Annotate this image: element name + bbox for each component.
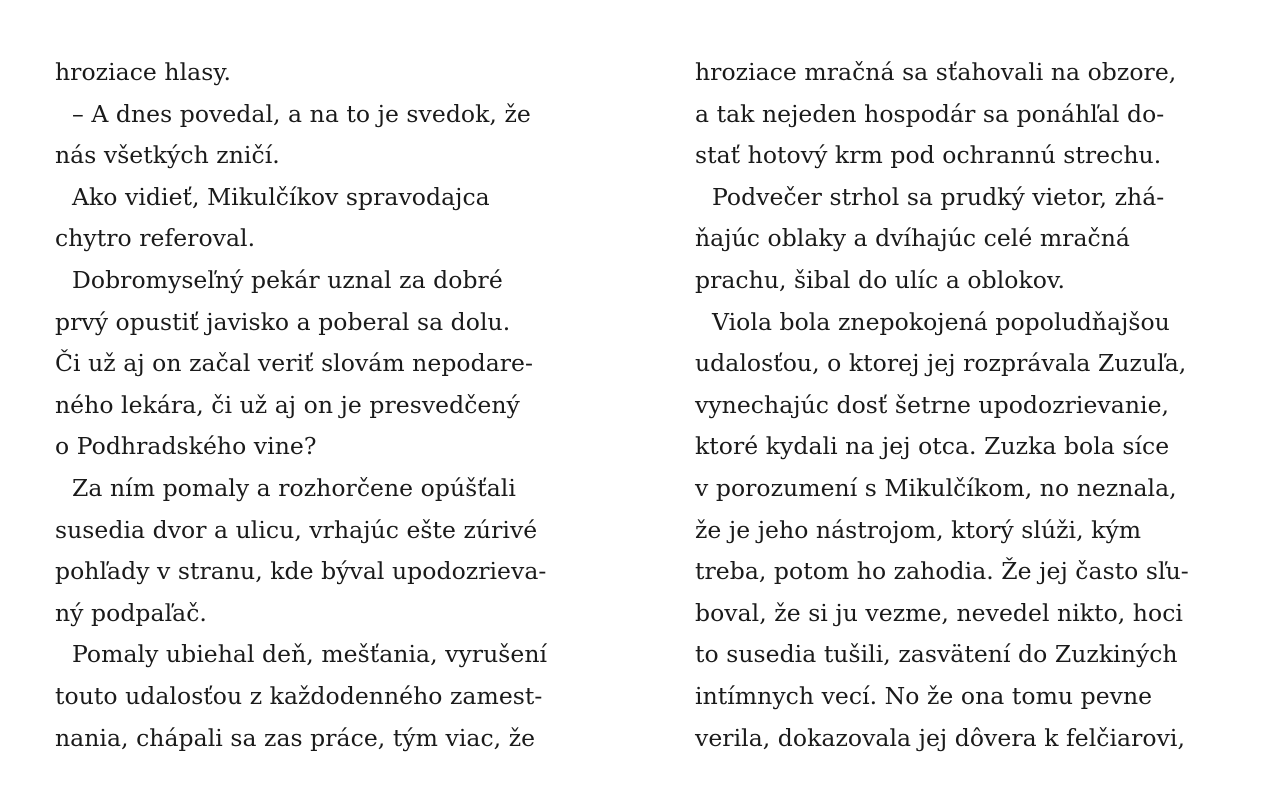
text-line: Dobromyseľný pekár uznal za dobré [72, 265, 503, 294]
text-line: nania, chápali sa zas práce, tým viac, že [55, 723, 536, 752]
text-line: ného lekára, či už aj on je presvedčený [55, 390, 520, 419]
text-line: chytro referoval. [55, 224, 256, 253]
text-line: že je jeho nástrojom, ktorý slúži, kým [695, 515, 1142, 544]
text-line: hroziace mračná sa sťahovali na obzore, [695, 58, 1177, 86]
text-line: vynechajúc dosť šetrne upodozrievanie, [695, 390, 1170, 419]
text-line: hroziace hlasy. [55, 58, 232, 86]
text-line: a tak nejeden hospodár sa ponáhľal do- [695, 99, 1165, 128]
text-line: Ako vidieť, Mikulčíkov spravodajca [72, 182, 490, 211]
text-line: touto udalosťou z každodenného zamest- [55, 681, 543, 710]
left-page-text [55, 52, 615, 759]
text-line: Podvečer strhol sa prudký vietor, zhá- [712, 182, 1165, 211]
text-line: ňajúc oblaky a dvíhajúc celé mračná [695, 224, 1130, 253]
text-line: stať hotový krm pod ochrannú strechu. [695, 141, 1162, 170]
text-line: treba, potom ho zahodia. Že jej často sľu- [695, 557, 1189, 586]
text-line: ný podpaľač. [55, 598, 207, 627]
text-line: prvý opustiť javisko a poberal sa dolu. [55, 307, 511, 336]
text-line: prachu, šibal do ulíc a oblokov. [695, 265, 1066, 294]
text-line: to susedia tušili, zasvätení do Zuzkiných [695, 640, 1178, 669]
text-line: intímnych vecí. No že ona tomu pevne [695, 681, 1153, 710]
text-line: pohľady v stranu, kde býval upodozrieva- [55, 557, 547, 586]
text-line: – A dnes povedal, a na to je svedok, že [72, 99, 531, 128]
text-line: o Podhradského vine? [55, 432, 317, 461]
text-line: verila, dokazovala jej dôvera k felčiarovi, [695, 723, 1186, 752]
text-line: Za ním pomaly a rozhorčene opúšťali [72, 473, 516, 502]
text-line: susedia dvor a ulicu, vrhajúc ešte zúrivé [55, 515, 538, 544]
text-line: nás všetkých zničí. [55, 141, 280, 170]
text-line: udalosťou, o ktorej jej rozprávala Zuzuľa, [695, 349, 1187, 378]
right-page-text [695, 52, 1255, 759]
text-line: v porozumení s Mikulčíkom, no neznala, [695, 473, 1177, 502]
text-line: Viola bola znepokojená popoludňajšou [712, 307, 1170, 336]
text-line: Pomaly ubiehal deň, mešťania, vyrušení [72, 640, 548, 669]
text-line: ktoré kydali na jej otca. Zuzka bola síce [695, 432, 1170, 461]
text-line: Či už aj on začal veriť slovám nepodare- [55, 349, 534, 378]
text-line: boval, že si ju vezme, nevedel nikto, hoci [695, 598, 1183, 627]
